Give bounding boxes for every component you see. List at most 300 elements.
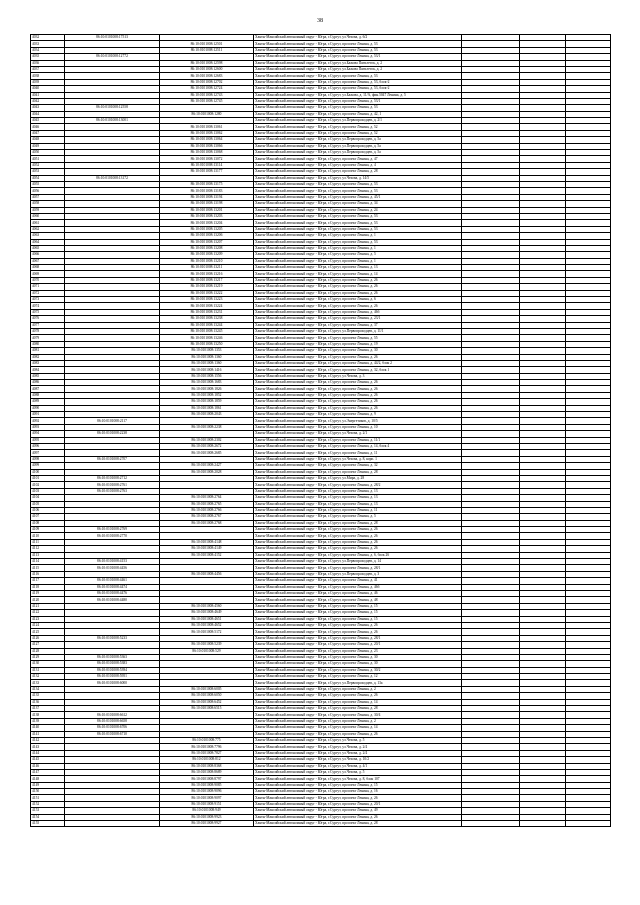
address-cell: Ханты-Мансийский автономный округ - Югра, г.Сургут, проспект Ленина, д. 26 [254,629,462,635]
row-number-cell: 4064 [31,239,65,245]
row-number-cell: 4122 [31,610,65,616]
row-number-cell: 4145 [31,757,65,763]
address-cell: Ханты-Мансийский автономный округ - Югра, г.Сургут, ул.Первопроходцев, д. 2/1 [254,118,462,124]
parent-cadastral-cell: 86:10:0101008:1683 [160,380,254,386]
parent-cadastral-cell: 86:10:0101008:12743 [160,92,254,98]
row-number-cell: 4070 [31,277,65,283]
parent-cadastral-cell: 86:10:0101008:12598 [160,60,254,66]
parent-cadastral-cell: 86:10:0101008:13211 [160,265,254,271]
row-number-cell: 4154 [31,814,65,820]
cadastral-number-cell: 86:10:0101008:6000 [65,680,160,686]
cadastral-number-cell: 86:10:0101008:4474 [65,584,160,590]
row-number-cell: 4125 [31,629,65,635]
row-number-cell: 4059 [31,207,65,213]
address-cell: Ханты-Мансийский автономный округ - Югра, г.Сургут, ул.Чехова, д. 3 [254,373,462,379]
address-cell: Ханты-Мансийский автономный округ - Югра, г.Сургут, проспект Ленина, д. 52 [254,124,462,130]
row-number-cell: 4104 [31,495,65,501]
row-number-cell: 4108 [31,520,65,526]
row-number-cell: 4155 [31,821,65,827]
cadastral-number-cell: 86:10:0101008:2707 [65,456,160,462]
cadastral-number-cell: 86:10:0101008:6710 [65,731,160,737]
row-number-cell: 4101 [31,475,65,481]
parent-cadastral-cell: 86:10:0101008:1360 [160,360,254,366]
row-number-cell: 4060 [31,213,65,219]
cadastral-number-cell: 86:10:0101008:2712 [65,475,160,481]
address-cell: Ханты-Мансийский автономный округ - Югра, г.Сургут, проспект Ленина, д. 32, блок 1 [254,367,462,373]
row-number-cell: 4061 [31,220,65,226]
row-number-cell: 4068 [31,265,65,271]
cadastral-number-cell: 86:10:0101008:5394 [65,667,160,673]
address-cell: Ханты-Мансийский автономный округ - Югра, г.Сургут, проспект Ленина, д. 26 [254,354,462,360]
parent-cadastral-cell: 86:10:0101008:8689 [160,769,254,775]
address-cell: Ханты-Мансийский автономный округ - Югра, г.Сургут, проспект Ленина, д. 41 [254,578,462,584]
row-number-cell: 4146 [31,763,65,769]
parent-cadastral-cell: 86:10:0101008:2043 [160,412,254,418]
row-number-cell: 4137 [31,706,65,712]
empty-cell [462,821,520,827]
row-number-cell: 4138 [31,712,65,718]
parent-cadastral-cell: 86:10:0101008:13231 [160,309,254,315]
row-number-cell: 4147 [31,769,65,775]
address-cell: Ханты-Мансийский автономный округ - Югра, г.Сургут, проспект Ленина, д. 30 [254,348,462,354]
cadastral-number-cell: 86:10:0101008:12772 [65,54,160,60]
row-number-cell: 4049 [31,143,65,149]
address-cell: Ханты-Мансийский автономный округ - Югра, г.Сургут, проспект Ленина, д. 37 [254,322,462,328]
address-cell: Ханты-Мансийский автономный округ - Югра, г.Сургут, проспект Ленина, д. 14, блок 4 [254,444,462,450]
address-cell: Ханты-Мансийский автономный округ - Югра, г.Сургут, ул.Чехова, д. 6/2 [254,35,462,41]
cadastral-number-cell: 86:10:0101008:2238 [65,431,160,437]
address-cell: Ханты-Мансийский автономный округ - Югра, г.Сургут, проспект Ленина, д. 24 [254,207,462,213]
parent-cadastral-cell: 86:10:0101008:13224 [160,303,254,309]
cadastral-number-cell: 86:10:0101008:4480 [65,597,160,603]
parent-cadastral-cell: 86:10:0101008:4456 [160,571,254,577]
row-number-cell: 4082 [31,354,65,360]
parent-cadastral-cell: 86:10:0101008:1852 [160,392,254,398]
address-cell: Ханты-Мансийский автономный округ - Югра, г.Сургут, проспект Ленина, д. 20/1 [254,801,462,807]
parent-cadastral-cell: 86:10:0101008:4149 [160,546,254,552]
row-number-cell: 4129 [31,654,65,660]
address-cell: Ханты-Мансийский автономный округ - Югра, г.Сургут, ул.Чехова, д. 5 [254,737,462,743]
row-number-cell: 4134 [31,686,65,692]
row-number-cell: 4153 [31,808,65,814]
address-cell: Ханты-Мансийский автономный округ - Югра, г.Сургут, ул.Бажова Пятилеток, д. 2 [254,66,462,72]
row-number-cell: 4057 [31,194,65,200]
address-cell: Ханты-Мансийский автономный округ - Югра, г.Сургут, проспект Ленина, д. 1 [254,258,462,264]
address-cell: Ханты-Мансийский автономный округ - Югра, г.Сургут, проспект Ленина, д. 28 [254,469,462,475]
parent-cadastral-cell: 86:10:0101008:4560 [160,603,254,609]
row-number-cell: 4098 [31,456,65,462]
parent-cadastral-cell: 86:10:0101008:2766 [160,507,254,513]
address-cell: Ханты-Мансийский автономный округ - Югра, г.Сургут, проспект Ленина, д. 11 [254,507,462,513]
row-number-cell: 4100 [31,469,65,475]
row-number-cell: 4052 [31,162,65,168]
row-number-cell: 4096 [31,444,65,450]
parent-cadastral-cell: 86:10:0101008:12600 [160,66,254,72]
cadastral-number-cell: 86:10:0101008:5363 [65,654,160,660]
row-number-cell: 4113 [31,552,65,558]
parent-cadastral-cell: 86:10:0101008:13064 [160,137,254,143]
row-number-cell: 4069 [31,271,65,277]
row-number-cell: 4055 [31,181,65,187]
cadastral-number-cell: 86:10:0101008:13001 [65,118,160,124]
parent-cadastral-cell: 86:10:0101008:6452 [160,699,254,705]
parent-cadastral-cell: 86:10:0101008:12511 [160,47,254,53]
address-cell: Ханты-Мансийский автономный округ - Югра, г.Сургут, проспект Ленина, д. 26 [254,399,462,405]
row-number-cell: 4136 [31,699,65,705]
row-number-cell: 4099 [31,463,65,469]
address-cell: Ханты-Мансийский автономный округ - Югра, г.Сургут, проспект Ленина, д. 28/1 [254,635,462,641]
address-cell: Ханты-Мансийский автономный округ - Югра, г.Сургут, проспект Ленина, д. 28 [254,821,462,827]
parent-cadastral-cell: 86:10:0101008:13205 [160,226,254,232]
cadastral-number-cell: 86:10:0101008:4456 [65,565,160,571]
row-number-cell: 4123 [31,616,65,622]
row-number-cell: 4093 [31,424,65,430]
parent-cadastral-cell: 86:10:0101008:13207 [160,239,254,245]
row-number-cell: 4130 [31,661,65,667]
cadastral-number-cell: 86:10:0101008:5951 [65,674,160,680]
row-number-cell: 4110 [31,533,65,539]
parent-cadastral-cell: 86:10:0101008:1353 [160,348,254,354]
address-cell: Ханты-Мансийский автономный округ - Югра, г.Сургут, проспект Ленина, д. 14 [254,271,462,277]
parent-cadastral-cell: 86:10:0101008:8368 [160,763,254,769]
address-cell: Ханты-Мансийский автономный округ - Югра, г.Сургут, проспект Ленина, д. 23 [254,648,462,654]
row-number-cell: 4106 [31,507,65,513]
row-number-cell: 4139 [31,718,65,724]
address-cell: Ханты-Мансийский автономный округ - Югра, г.Сургут, проспект Ленина, д. 26 [254,795,462,801]
parent-cadastral-cell: 86:10:0101008:2028 [160,469,254,475]
row-number-cell: 4149 [31,782,65,788]
row-number-cell: 4126 [31,635,65,641]
row-number-cell: 4111 [31,539,65,545]
row-number-cell: 4127 [31,642,65,648]
row-number-cell: 4077 [31,322,65,328]
empty-cell [520,821,566,827]
address-cell: Ханты-Мансийский автономный округ - Югра, г.Сургут, проспект Ленина, д. 28 [254,169,462,175]
row-number-cell: 4116 [31,571,65,577]
row-number-cell: 4114 [31,559,65,565]
parent-cadastral-cell: 86:10:0101008:13210 [160,258,254,264]
row-number-cell: 4090 [31,405,65,411]
address-cell: Ханты-Мансийский автономный округ - Югра, г.Сургут, проспект Ленина, д. 46 [254,590,462,596]
address-cell: Ханты-Мансийский автономный округ - Югра, г.Сургут, проспект Ленина, д. 15 [254,782,462,788]
address-cell: Ханты-Мансийский автономный округ - Югра, г.Сургут, проспект Ленина, д. 53 [254,181,462,187]
address-cell: Ханты-Мансийский автономный округ - Югра, г.Сургут, ул.Чехова, д. 2/1 [254,431,462,437]
row-number-cell: 4080 [31,341,65,347]
parent-cadastral-cell: 86:10:0101008:13223 [160,297,254,303]
address-cell: Ханты-Мансийский автономный округ - Югра, г.Сургут, ул.Энергетиков, д. 10/5 [254,418,462,424]
row-number-cell: 4120 [31,597,65,603]
address-cell: Ханты-Мансийский автономный округ - Югра, г.Сургут, ул.Бажова, д. 11/А, фин.5047 Ленина, д. 5 [254,92,462,98]
row-number-cell: 4033 [31,41,65,47]
row-number-cell: 4045 [31,118,65,124]
parent-cadastral-cell: 86:10:0101008:1416 [160,367,254,373]
row-number-cell: 4142 [31,737,65,743]
registry-table-body [31,35,611,827]
row-number-cell: 4132 [31,674,65,680]
address-cell: Ханты-Мансийский автономный округ - Югра, г.Сургут, проспект Ленина, д. 28 [254,520,462,526]
parent-cadastral-cell: 86:10:0101008:2302 [160,437,254,443]
parent-cadastral-cell: 86:10:0101008:7796 [160,744,254,750]
row-number-cell: 4094 [31,431,65,437]
parent-cadastral-cell: 86:10:0101008:13246 [160,335,254,341]
row-number-cell: 4124 [31,622,65,628]
row-number-cell: 4083 [31,360,65,366]
row-number-cell: 4088 [31,392,65,398]
address-cell: Ханты-Мансийский автономный округ - Югра, г.Сургут, ул.Чехова, д. 4/1 [254,763,462,769]
address-cell: Ханты-Мансийский автономный округ - Югра, г.Сургут, проспект Ленина, д. 32 [254,463,462,469]
row-number-cell: 4151 [31,795,65,801]
row-number-cell: 4046 [31,124,65,130]
address-cell: Ханты-Мансийский автономный округ - Югра, г.Сургут, проспект Ленина, д. 26 [254,277,462,283]
row-number-cell: 4105 [31,501,65,507]
row-number-cell: 4078 [31,328,65,334]
address-cell: Ханты-Мансийский автономный округ - Югра, г.Сургут, проспект Ленина, д. 26 [254,546,462,552]
row-number-cell: 4081 [31,348,65,354]
address-cell: Ханты-Мансийский автономный округ - Югра, г.Сургут, проспект Ленина, д. 2 [254,686,462,692]
parent-cadastral-cell: 86:10:0101008:12702 [160,79,254,85]
row-number-cell: 4109 [31,527,65,533]
row-number-cell: 4102 [31,482,65,488]
parent-cadastral-cell: 86:10:0101008:13175 [160,181,254,187]
parent-cadastral-cell: 86:10:0101008:12745 [160,98,254,104]
parent-cadastral-cell: 86:10:0101008:13206 [160,233,254,239]
address-cell: Ханты-Мансийский автономный округ - Югра, г.Сургут, проспект Ленина, д. 53 [254,188,462,194]
address-cell: Ханты-Мансийский автономный округ - Югра, г.Сургут, ул.Первопроходцев, д. 11/1 [254,328,462,334]
parent-cadastral-cell: 86:10:0101008:13208 [160,245,254,251]
address-cell: Ханты-Мансийский автономный округ - Югра, г.Сургут, проспект Ленина, д. 26 [254,284,462,290]
row-number-cell: 4107 [31,514,65,520]
parent-cadastral-cell: 86:10:0101008:775 [160,737,254,743]
address-cell: Ханты-Мансийский автономный округ - Югра, г.Сургут, проспект Ленина, д. 26 [254,622,462,628]
address-cell: Ханты-Мансийский автономный округ - Югра, г.Сургут, проспект Ленина, д. 45/1 [254,194,462,200]
parent-cadastral-cell: 86:10:0101008:6515 [160,706,254,712]
row-number-cell: 4032 [31,35,65,41]
parent-cadastral-cell: 86:10:0101008:1826 [160,386,254,392]
cadastral-number-cell: 86:10:0101008:17513 [65,35,160,41]
address-cell: Ханты-Мансийский автономный округ - Югра, г.Сургут, проспект Ленина, д. 15 [254,610,462,616]
parent-cadastral-cell: 86:10:0101008:5172 [160,629,254,635]
parent-cadastral-cell: 86:10:0101008:2672 [160,444,254,450]
row-number-cell: 4035 [31,54,65,60]
address-cell: Ханты-Мансийский автономный округ - Югра, г.Сургут, проспект Ленина, д. 28 [254,706,462,712]
address-cell: Ханты-Мансийский автономный округ - Югра, г.Сургут, проспект Ленина, д. 6, блок 26 [254,552,462,558]
row-number-cell: 4034 [31,47,65,53]
parent-cadastral-cell: 86:10:0101008:4148 [160,539,254,545]
address-cell: Ханты-Мансийский автономный округ - Югра, г.Сургут, проспект Ленина, д. 26 [254,814,462,820]
address-cell: Ханты-Мансийский автономный округ - Югра, г.Сургут, проспект Ленина, д. 19 [254,341,462,347]
parent-cadastral-cell: 86:10:0101008:13217 [160,277,254,283]
parent-cadastral-cell: 86:10:0101008:9096 [160,789,254,795]
address-cell: Ханты-Мансийский автономный округ - Югра, г.Сургут, проспект Ленина, д. 26 [254,380,462,386]
address-cell: Ханты-Мансийский автономный округ - Югра, г.Сургут, проспект Ленина, д. 9 [254,412,462,418]
cadastral-number-cell: 86:10:0101008:5383 [65,661,160,667]
address-cell: Ханты-Мансийский автономный округ - Югра, г.Сургут, проспект Ленина, д. 20/1 [254,642,462,648]
address-cell: Ханты-Мансийский автономный округ - Югра, г.Сургут, проспект Ленина, д. 11 [254,450,462,456]
cadastral-number-cell: 86:10:0101008:12558 [65,105,160,111]
row-number-cell: 4140 [31,725,65,731]
row-number-cell: 4150 [31,789,65,795]
parent-cadastral-cell: 86:10:0101008:9097 [160,795,254,801]
address-cell: Ханты-Мансийский автономный округ - Югра, г.Сургут, ул.Первопроходцев, д. 3 [254,571,462,577]
cadastral-number-cell [65,821,160,827]
parent-cadastral-cell: 86:10:0101008:1280 [160,111,254,117]
address-cell: Ханты-Мансийский автономный округ - Югра, г.Сургут, проспект Ленина, д. 13 [254,488,462,494]
row-number-cell: 4048 [31,137,65,143]
parent-cadastral-cell: 86:10:0101008:5239 [160,642,254,648]
address-cell: Ханты-Мансийский автономный округ - Югра, г.Сургут, проспект Ленина, д. 5 [254,514,462,520]
cadastral-number-cell: 86:10:0101008:6658 [65,718,160,724]
parent-cadastral-cell: 86:10:0101008:2767 [160,514,254,520]
parent-cadastral-cell: 86:10:0101008:1859 [160,399,254,405]
address-cell: Ханты-Мансийский автономный округ - Югра, г.Сургут, проспект Ленина, д. 47 [254,156,462,162]
parent-cadastral-cell: 86:10:0101008:949 [160,808,254,814]
address-cell: Ханты-Мансийский автономный округ - Югра, г.Сургут, проспект Ленина, д. 53 [254,226,462,232]
address-cell: Ханты-Мансийский автономный округ - Югра, г.Сургут, проспект Ленина, д. 53 [254,213,462,219]
parent-cadastral-cell: 86:10:0101008:8797 [160,776,254,782]
address-cell: Ханты-Мансийский автономный округ - Югра, г.Сургут, проспект Ленина, д. 53/1 [254,54,462,60]
address-cell: Ханты-Мансийский автономный округ - Югра, г.Сургут, проспект Ленина, д. 26 [254,386,462,392]
row-number-cell: 4143 [31,744,65,750]
cadastral-number-cell: 86:10:0101008:2761 [65,482,160,488]
address-cell: Ханты-Мансийский автономный округ - Югра, г.Сургут, ул.Первопроходцев, д. 5а [254,143,462,149]
address-cell: Ханты-Мансийский автономный округ - Югра, г.Сургут, проспект Ленина, д. 30/2 [254,667,462,673]
parent-cadastral-cell: 86:10:0101008:4651 [160,616,254,622]
address-cell: Ханты-Мансийский автономный округ - Югра, г.Сургут, ул.Чехова, д. 2/4 [254,750,462,756]
address-cell: Ханты-Мансийский автономный округ - Югра, г.Сургут, проспект Ленина, д. 53, блок-2 [254,86,462,92]
parent-cadastral-cell: 86:10:0101008:13068 [160,150,254,156]
address-cell: Ханты-Мансийский автономный округ - Югра, г.Сургут, проспект Ленина, д. 26 [254,539,462,545]
address-cell: Ханты-Мансийский автономный округ - Югра, г.Сургут, проспект Ленина, д. 14 [254,725,462,731]
row-number-cell: 4071 [31,284,65,290]
address-cell: Ханты-Мансийский автономный округ - Югра, г.Сургут, проспект Ленина, д. 26 [254,405,462,411]
row-number-cell: 4038 [31,73,65,79]
row-number-cell: 4103 [31,488,65,494]
row-number-cell: 4141 [31,731,65,737]
parent-cadastral-cell: 86:10:0101008:13203 [160,213,254,219]
address-cell: Ханты-Мансийский автономный округ - Югра, г.Сургут, проспект Ленина, д. 26 [254,392,462,398]
address-cell: Ханты-Мансийский автономный округ - Югра, г.Сургут, проспект Ленина, д. 26 [254,533,462,539]
address-cell: Ханты-Мансийский автономный округ - Югра, г.Сургут, ул.Мира, д. 28 [254,475,462,481]
address-cell: Ханты-Мансийский автономный округ - Югра, г.Сургут, проспект Ленина, д. 26 [254,731,462,737]
row-number-cell: 4133 [31,680,65,686]
parent-cadastral-cell: 86:10:0101008:6005 [160,686,254,692]
table-row [31,821,611,827]
parent-cadastral-cell: 86:10:0101008:13072 [160,156,254,162]
parent-cadastral-cell: 86:10:0101008:2238 [160,424,254,430]
cadastral-number-cell: 86:10:0101008:5233 [65,635,160,641]
address-cell: Ханты-Мансийский автономный округ - Югра, г.Сургут, проспект Ленина, д. 10 [254,424,462,430]
address-cell: Ханты-Мансийский автономный округ - Югра, г.Сургут, проспект Ленина, д. 11/1 [254,437,462,443]
row-number-cell: 4128 [31,648,65,654]
row-number-cell: 4112 [31,546,65,552]
parent-cadastral-cell: 86:10:0101008:1360 [160,354,254,360]
address-cell: Ханты-Мансийский автономный округ - Югра, г.Сургут, проспект Ленина, д. 1 [254,233,462,239]
row-number-cell: 4062 [31,226,65,232]
address-cell: Ханты-Мансийский автономный округ - Югра, г.Сургут, проспект Ленина, д. 53, блок-2 [254,79,462,85]
parent-cadastral-cell: 86:10:0101008:2764 [160,495,254,501]
address-cell: Ханты-Мансийский автономный округ - Югра, г.Сургут, ул.Бажова Пятилеток, д. 2 [254,60,462,66]
cadastral-number-cell: 86:10:0101008:4461 [65,578,160,584]
address-cell: Ханты-Мансийский автономный округ - Югра, г.Сургут, проспект Ленина, д. 13 [254,501,462,507]
parent-cadastral-cell: 86:10:0101008:13198 [160,201,254,207]
row-number-cell: 4115 [31,565,65,571]
parent-cadastral-cell: 86:10:0101008:13222 [160,290,254,296]
parent-cadastral-cell: 86:10:0101008:13245 [160,328,254,334]
address-cell: Ханты-Мансийский автономный округ - Югра, г.Сургут, проспект Ленина, д. 28/1 [254,565,462,571]
row-number-cell: 4050 [31,150,65,156]
address-cell: Ханты-Мансийский автономный округ - Югра, г.Сургут, проспект Ленина, д. 53/1 [254,98,462,104]
address-cell: Ханты-Мансийский автономный округ - Югра, г.Сургут, ул.Чехова, д. 2/4 [254,744,462,750]
parent-cadastral-cell: 86:10:0101008:9927 [160,821,254,827]
address-cell: Ханты-Мансийский автономный округ - Югра, г.Сургут, проспект Ленина, д. 26 [254,303,462,309]
page-number: 38 [317,18,323,24]
row-number-cell: 4089 [31,399,65,405]
address-cell: Ханты-Мансийский автономный округ - Югра, г.Сургут, ул.Чехова, д. 8, корп. 1 [254,456,462,462]
row-number-cell: 4097 [31,450,65,456]
parent-cadastral-cell: 86:10:0101008:812 [160,757,254,763]
cadastral-number-cell: 86:10:0101008:2770 [65,533,160,539]
address-cell: Ханты-Мансийский автономный округ - Югра, г.Сургут, ул.Чехова, д. 5 [254,769,462,775]
row-number-cell: 4066 [31,252,65,258]
address-cell: Ханты-Мансийский автономный округ - Югра, г.Сургут, проспект Ленина, д. 15 [254,603,462,609]
parent-cadastral-cell: 86:10:0101008:6050 [160,693,254,699]
row-number-cell: 4118 [31,584,65,590]
address-cell: Ханты-Мансийский автономный округ - Югра, г.Сургут, проспект Ленина, д. 53 [254,105,462,111]
row-number-cell: 4079 [31,335,65,341]
row-number-cell: 4047 [31,130,65,136]
row-number-cell: 4036 [31,60,65,66]
row-number-cell: 4067 [31,258,65,264]
address-cell: Ханты-Мансийский автономный округ - Югра, г.Сургут, ул.Первопроходцев, д. 13а [254,680,462,686]
address-cell: Ханты-Мансийский автономный округ - Югра, г.Сургут, проспект Ленина, д. 12 [254,674,462,680]
cadastral-number-cell: 86:10:0101008:4153 [65,559,160,565]
row-number-cell: 4053 [31,169,65,175]
parent-cadastral-cell: 86:10:0101008:13194 [160,194,254,200]
row-number-cell: 4135 [31,693,65,699]
parent-cadastral-cell: 86:10:0101008:2427 [160,463,254,469]
row-number-cell: 4037 [31,66,65,72]
cadastral-number-cell: 86:10:0101008:2769 [65,527,160,533]
address-cell: Ханты-Мансийский автономный округ - Югра, г.Сургут, проспект Ленина, д. 23/1 [254,316,462,322]
address-cell: Ханты-Мансийский автономный округ - Югра, г.Сургут, проспект Ленина, д. 55 [254,335,462,341]
row-number-cell: 4058 [31,201,65,207]
address-cell: Ханты-Мансийский автономный округ - Югра, г.Сургут, проспект Ленина, д. 13 [254,495,462,501]
address-cell: Ханты-Мансийский автономный округ - Югра, г.Сургут, проспект Ленина, д. 49 [254,808,462,814]
address-cell: Ханты-Мансийский автономный округ - Югра, г.Сургут, проспект Ленина, д. 26 [254,290,462,296]
row-number-cell: 4144 [31,750,65,756]
address-cell: Ханты-Мансийский автономный округ - Югра, г.Сургут, ул.Чехова, д. 10/2 [254,757,462,763]
row-number-cell: 4072 [31,290,65,296]
parent-cadastral-cell: 86:10:0101008:13201 [160,207,254,213]
address-cell: Ханты-Мансийский автономный округ - Югра, г.Сургут, проспект Ленина, д. 30/4 [254,712,462,718]
address-cell: Ханты-Мансийский автономный округ - Югра, г.Сургут, проспект Ленина, д. 53 [254,47,462,53]
address-cell: Ханты-Мансийский автономный округ - Югра, г.Сургут, проспект Ленина, д. 6 [254,297,462,303]
row-number-cell: 4073 [31,297,65,303]
row-number-cell: 4039 [31,79,65,85]
address-cell: Ханты-Мансийский автономный округ - Югра, г.Сургут, проспект Ленина, д. 4 [254,162,462,168]
address-cell: Ханты-Мансийский автономный округ - Югра, г.Сургут, проспект Ленина, д. 53 [254,41,462,47]
cadastral-number-cell: 86:10:0101008:6706 [65,725,160,731]
row-number-cell: 4087 [31,386,65,392]
empty-cell [566,821,611,827]
address-cell: Ханты-Мансийский автономный округ - Югра, г.Сургут, проспект Ленина, д. 26 [254,693,462,699]
address-cell: Ханты-Мансийский автономный округ - Югра, г.Сургут, проспект Ленина, д. 13 [254,265,462,271]
parent-cadastral-cell: 86:10:0101008:13061 [160,124,254,130]
parent-cadastral-cell: 86:10:0101008:9923 [160,814,254,820]
cadastral-number-cell: 86:10:0101008:6612 [65,712,160,718]
row-number-cell: 4091 [31,412,65,418]
row-number-cell: 4044 [31,111,65,117]
